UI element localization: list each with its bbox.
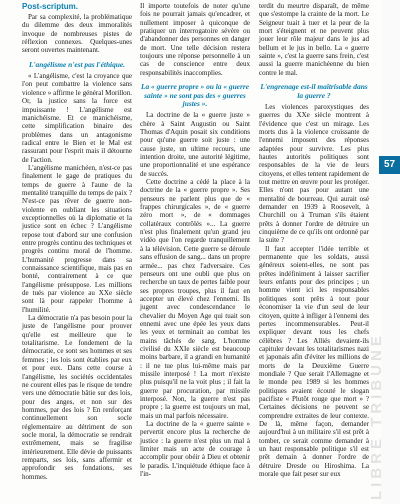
- paragraph: Il importe toutefois de noter qu'une fois ne pourrait jamais qu'encadrer, et nullement imposer à quiconque de pratiquer un interrogatoire sévère ou d'abandonner des personnes en danger de mort. Une telle décision restera toujours une réponse personnelle à un cas de conscience entre deux responsabilités inaccomplies.: [140, 2, 250, 77]
- paragraph: La doctrine de la « guerre sainte » pervertit encore plus la recherche de justice : la guerre n'est plus un mal à limiter mais un acte de courage à accomplir pour obéir à Dieu et obtenir le paradis. L'inquiétude éthique face à l'in-: [140, 420, 250, 479]
- paragraph: Les violences paroxystiques des guerres du XXe siècle montrent à l'évidence que c'est un mirage. Les morts dus à la violence croissante de l'ennemi imposent des réponses adaptées pour survivre. Les plus hautes autorités politiques sont responsables de la vie de leurs citoyens, et elles tentent rapidement de tout mettre en œuvre pour les protéger. Elles n'ont pas pour autant une mentalité de bourreau. Qui aurait osé demander en 1939 à Roosevelt, à Churchill ou à Truman s'ils étaient prêts à donner l'ordre de détruire un cinquième de ce qu'ils ont ordonné par la suite ?: [259, 102, 369, 245]
- paragraph: Cette doctrine a cédé la place à la doctrine de la « guerre propre ». Ses penseurs ne parlent plus que de « frappes chirurgicales », de « guerre zéro mort », de « dommages collatéraux contrôlés »... La guerre n'est plus finalement qu'un grand jeu vidéo que l'on regarde tranquillement à la télévision. Cette guerre se déroule sans effusion de sang... dans un propre armée... pas chez l'adversaire. Ces penseurs ont une oubli que plus on recherche un taux de pertes faible pour ses propres troupes, plus il faut en accepter un élevé chez l'ennemi. Ils jugent avec condescendance le chevalier du Moyen Age qui tuait son ennemi avec une épée les yeux dans les yeux et terminait au combat les mains tâchés de sang. L'homme civilisé du XXIe siècle est beaucoup moins barbare, il a grandi en humanité : il ne tue plus lui-même mais par missile interposé ! La mort n'existe plus puisqu'il ne la voit plus ; il fait la guerre par procuration, par missile interposé. Non, la guerre n'est pas propre ; la guerre est toujours un mal, mais un mal parfois nécessaire.: [140, 178, 250, 420]
- subheading: L'angélisme n'est pas l'éthique.: [28, 59, 126, 69]
- column-right: [259, 2, 369, 478]
- paragraph: Il faut accepter l'idée terrible et permanente que les soldats, aussi généreux soient-elles, ne sont pas prêtes indéfiniment à laisser sacrifier leurs enfants pour des principes ; un homme vient ici les responsables politiques sont prêts à tout pour économiser la vie d'un seul de leur citoyen, quitte à infliger à l'ennemi des pertes incommensurables. Peut-il expliquer devant tous les chefs célèbres ? Les Alliés devaient-ils capituler devant les totalitarismes nazi et japonais afin d'éviter les millions de morts de la Deuxième Guerre mondiale ? Que serait l'Allemagne et le monde peu 1989 si les hommes politiques avaient écouté le slogan pacifiste « Plutôt rouge que mort » ? Certaines décisions ne peuvent se comprendre extraites de leur contexte. De là, même façon, demander aujourd'hui à un militaire s'il est prêt à tomber, ce serait comme demander à un haut responsable politique s'il est prêt demain à donner l'ordre de détruire Dresde ou Hiroshima. La morale que fait peser sur eux: [259, 244, 369, 479]
- column-left: [22, 2, 132, 481]
- paragraph: La doctrine de la « guerre juste » chère à Saint Augustin ou Saint Thomas d'Aquin posait six conditions pour qu'une guerre soit juste : une cause juste, un ultime recours, une intention droite, une autorité légitime, une proportionnalité et une espérance de succès.: [140, 111, 250, 178]
- paragraph: L'angélisme manichéen, n'est-ce pas finalement le gage de pratiques du temps de guerre à l'aune de la mentalité tranquille du temps de paix ? N'est-ce pas rêver de guerre non-violente en oubliant les situations exceptionnelles où la diplomatie et la justice sont en échec ? L'angélisme repose tout d'abord sur une confusion entre progrès continu des techniques et progrès continu moral de l'homme. L'humanité progresse dans sa connaissance scientifique, mais pas en bonté, contrairement à ce que l'angélisme présuppose. Les millions de tués par violence au XXe siècle sont là pour rappeler l'homme à l'humilité.: [22, 163, 132, 314]
- subheading: La « guerre propre » ou la « guerre sainte » ne sont pas des « guerres justes ».: [141, 82, 249, 108]
- page-number-badge: 57: [379, 156, 400, 174]
- column-middle: [140, 2, 250, 478]
- paragraph: « L'angélisme, c'est la croyance que l'on peut combattre la violence sans violence » affirme le général Morillon. Or, la justice sans la force est impuissante ! L'angélisme est manichéisme. Et ce manichéisme, cette simplification binaire des problèmes dans un antagonisme radical entre le Bien et le Mal est rassurant pour l'esprit mais il détourne de l'action.: [22, 72, 132, 164]
- paragraph: terdit du meurtre disparaît, de même que s'estompe la crainte de la mort. Le Seigneur tuait à tuer et la peur de la mort s'éteignent et ne peuvent plus jouer leur rôle majeur dans le jus ad bellum et le jus in bello. La « guerre sainte », c'est la guerre sans frein, c'est aussi la guerre manichéenne du bien contre le mal.: [259, 2, 369, 77]
- watermark-text: LIBRE TRIBUNE: [368, 332, 385, 500]
- paragraph: Par sa complexité, la problématique du dilemme des deux immoralités invoque de nombreuses pistes de réflexion connexes. Quelques-unes seront ouvertes maintenant.: [22, 13, 132, 55]
- paragraph: La démocratie n'a pas besoin pour la juste de l'angélisme pour prouver qu'elle est meilleure que le totalitarisme. Le fondement de la démocratie, ce sont ses hommes et ses femmes ; les lois sont établies par eux et pour eux. Dans cette course à l'angélisme, les sociétés occidentales ne courent elles pas le risque de tendre vers une démocratie bâtie sur des lois, pour des anges, et non sur des hommes, par des lois ? En renforçant continuellement son socle réglementaire au détriment de son socle moral, la démocratie se rendrait extrêmement, mais se fragilise intérieurement. Elle dévie de puissants remparts, ses lois, sans affermir et approfondir ses fondations, ses hommes.: [22, 314, 132, 481]
- subheading: L'engrenage est-il maîtrisable dans la guerre ?: [260, 82, 368, 100]
- section-heading: Post-scriptum.: [22, 2, 79, 11]
